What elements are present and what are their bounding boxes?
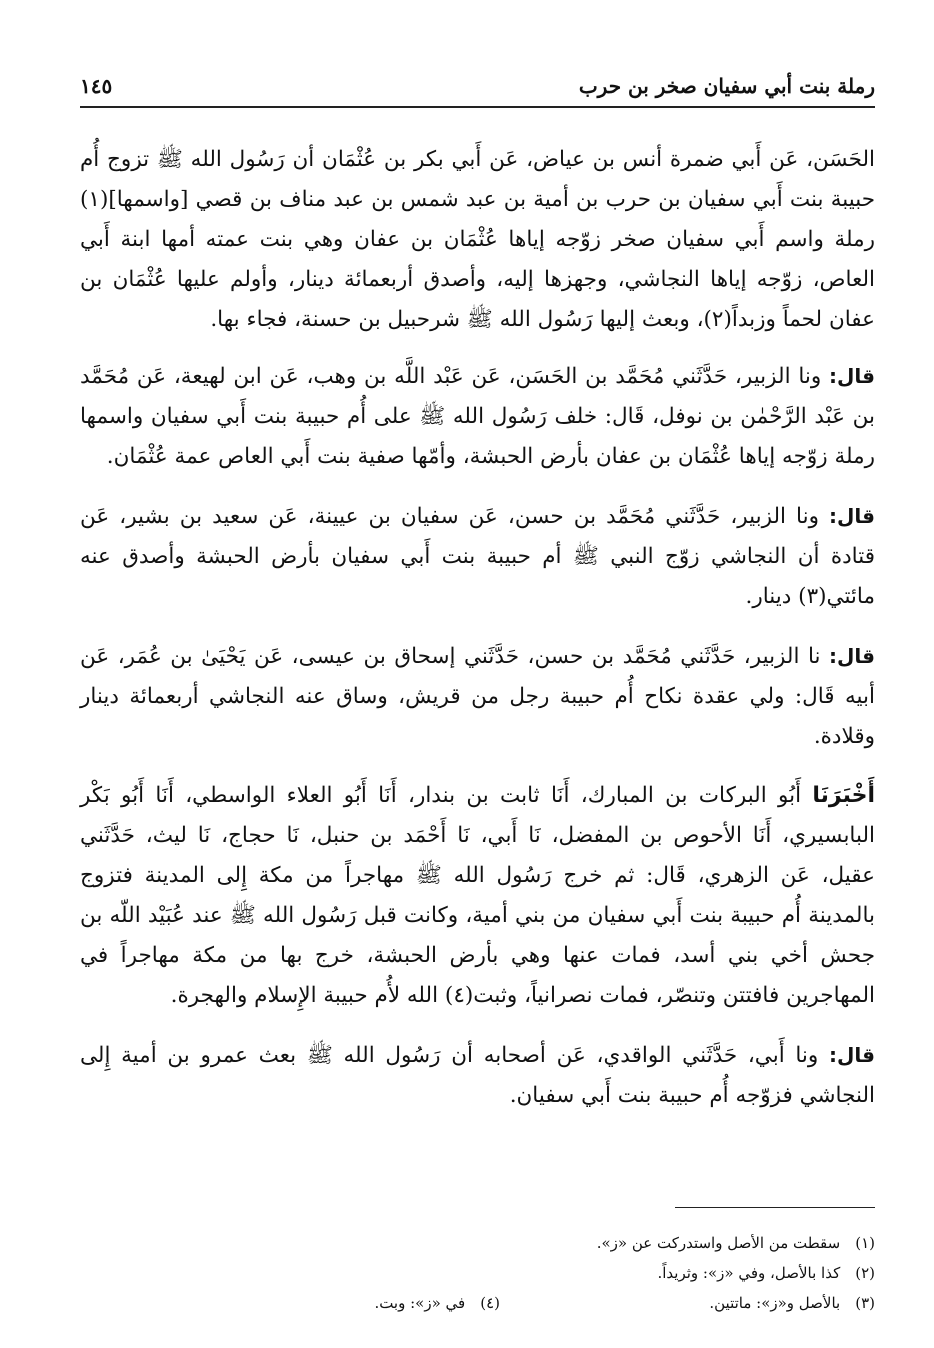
paragraph [80,356,875,477]
footnote [657,1258,875,1288]
paragraph-lead: قال: [829,364,875,388]
paragraph-lead: قال: [829,644,875,668]
paragraph-text: نا الزبير، حَدَّثَني مُحَمَّد بن حسن، حَدَّثَني إسحاق بن عيسى، عَن يَحْيَىٰ بن عُمَر، عَن أبيه قَال: ولي عقدة نكاح أُم حبيبة رجل من قريش، وساق عنه النجاشي أربعمائة دينار وقلادة. [80,644,875,749]
paragraph-lead: قال: [829,504,875,528]
footnote-number: (٢) [855,1264,875,1282]
paragraph-lead: قال: [829,1043,875,1067]
footnote-text: سقطت من الأصل واستدركت عن «ز». [596,1234,841,1252]
footnote-number: (٣) [855,1294,875,1312]
paragraph-text: ونا أَبي، حَدَّثَني الواقدي، عَن أصحابه أن رَسُول الله ﷺ بعث عمرو بن أمية إِلى النجاشي فزوّجه أُم حبيبة بنت أَبي سفيان. [80,1043,875,1108]
paragraph-lead: أَخْبَرَنَا [812,783,875,808]
paragraph [80,776,875,1016]
footnote [597,1228,875,1258]
paragraph-text: ونا الزبير، حَدَّثَني مُحَمَّد بن الحَسَن، عَن عَبْد اللَّه بن وهب، عَن ابن لهيعة، عَن مُحَمَّد بن عَبْد الرَّحْمٰن بن نوفل، قَال: خلف رَسُول الله ﷺ على أُم حبيبة بنت أَبي سفيان واسمها رملة زوّجه إياها عُثْمَان بن عفان بأرض الحبشة، وأمّها صفية بنت أَبي العاص عمة عُثْمَان. [80,364,875,469]
paragraph [80,636,875,757]
paragraph-text: أَبُو البركات بن المبارك، أَنَا ثابت بن بندار، أَنَا أَبُو العلاء الواسطي، أَنَا أَبُو بَكْر البابسيري، أَنَا الأحوص بن المفضل، نَا أَبي، نَا أَحْمَد بن حنبل، نَا حجاج، نَا ليث، حَدَّثَني عقيل، عَن الزهري، قَال: ثم خرج رَسُول الله ﷺ مهاجراً من مكة إِلى المدينة فتزوج بالمدينة أُم حبيبة بنت أَبي سفيان من بني أمية، وكانت قبل رَسُول الله ﷺ عند عُبَيْد اللّه بن جحش أخي بني أسد، فمات عنها وهي بأرض الحبشة، خرج بها من مكة مهاجراً في المهاجرين فافتتن وتنصّر، فمات نصرانياً، وثبت(٤) الله لأُم حبيبة الإِسلام والهجرة. [80,783,875,1008]
footnote-text: في «ز»: وبت. [374,1294,466,1312]
paragraph [80,140,875,340]
paragraph [80,496,875,617]
page [80,62,875,1312]
paragraph [80,1035,875,1116]
page-number: ١٤٥ [80,74,113,98]
footnote [374,1288,500,1318]
paragraph-text: ونا الزبير، حَدَّثَني مُحَمَّد بن حسن، عَن سفيان بن عيينة، عَن سعيد بن بشير، عَن قتادة أن النجاشي زوّج النبي ﷺ أم حبيبة بنت أَبي سفيان بأرض الحبشة وأصدق عنه مائتي(٣) دينار. [80,504,875,609]
footnote-number: (٤) [480,1294,500,1312]
footnote [709,1288,875,1318]
footnote-text: كذا بالأصل، وفي «ز»: وثريداً. [657,1264,841,1282]
paragraph-text: الحَسَن، عَن أَبي ضمرة أنس بن عياض، عَن أَبي بكر بن عُثْمَان أن رَسُول الله ﷺ تزوج أُم حبيبة بنت أَبي سفيان بن حرب بن أمية بن عبد شمس بن عبد مناف بن قصي [واسمها](١) رملة واسم أَبي سفيان صخر زوّجه إياها عُثْمَان بن عفان وهي بنت عمته أمها ابنة أَبي العاص، زوّجه إياها النجاشي، وجهزها إليه، وأصدق أربعمائة دينار، وأولم عليها عُثْمَان بن عفان لحماً وزبداً(٢)، وبعث إليها رَسُول الله ﷺ شرحبيل بن حسنة، فجاء بها. [80,147,875,332]
running-title: رملة بنت أبي سفيان صخر بن حرب [578,74,875,98]
footnote-number: (١) [855,1234,875,1252]
main-text [80,140,875,1135]
footnote-separator [675,1207,875,1208]
running-header [80,62,875,108]
footnote-text: بالأصل و«ز»: ماتتين. [709,1294,841,1312]
